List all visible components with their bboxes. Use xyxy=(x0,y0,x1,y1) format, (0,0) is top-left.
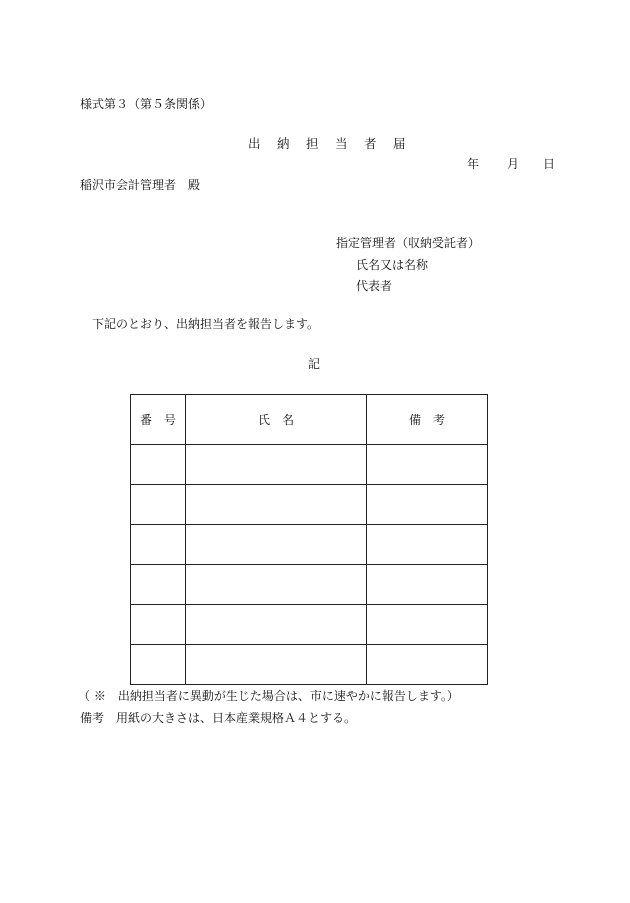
date-line xyxy=(467,157,555,171)
signatory-name-label: 氏名又は名称 xyxy=(356,258,429,272)
signatory-rep-label: 代表者 xyxy=(356,279,393,293)
cell-number[interactable] xyxy=(131,525,186,565)
cell-name[interactable] xyxy=(186,645,367,685)
cell-number[interactable] xyxy=(131,645,186,685)
table-row xyxy=(131,525,488,565)
remark-text: 備考 用紙の大きさは、日本産業規格Ａ４とする。 xyxy=(80,711,357,725)
table-row xyxy=(131,485,488,525)
cell-number[interactable] xyxy=(131,485,186,525)
cell-remarks[interactable] xyxy=(367,565,488,605)
form-number: 様式第３（第５条関係） xyxy=(80,97,213,111)
note-text: （ ※ 出納担当者に異動が生じた場合は、市に速やかに報告します。） xyxy=(78,689,459,703)
header-remarks: 備 考 xyxy=(367,395,488,445)
cell-number[interactable] xyxy=(131,445,186,485)
cell-remarks[interactable] xyxy=(367,605,488,645)
table-row xyxy=(131,605,488,645)
cell-number[interactable] xyxy=(131,565,186,605)
header-number: 番 号 xyxy=(131,395,186,445)
cell-remarks[interactable] xyxy=(367,525,488,565)
cell-number[interactable] xyxy=(131,605,186,645)
cell-name[interactable] xyxy=(186,565,367,605)
cell-name[interactable] xyxy=(186,445,367,485)
header-name: 氏 名 xyxy=(186,395,367,445)
cell-name[interactable] xyxy=(186,605,367,645)
body-text: 下記のとおり、出納担当者を報告します。 xyxy=(92,317,320,331)
table-row xyxy=(131,565,488,605)
signatory-org: 指定管理者（収納受託者） xyxy=(336,236,481,250)
cell-remarks[interactable] xyxy=(367,445,488,485)
date-day: 日 xyxy=(543,157,556,171)
document-title: 出 納 担 当 者 届 xyxy=(248,136,408,151)
cell-remarks[interactable] xyxy=(367,485,488,525)
staff-table xyxy=(130,394,488,685)
cell-name[interactable] xyxy=(186,525,367,565)
addressee: 稲沢市会計管理者 殿 xyxy=(80,178,201,192)
date-year: 年 xyxy=(467,157,480,171)
date-month: 月 xyxy=(507,157,520,171)
table-row xyxy=(131,445,488,485)
table-header-row xyxy=(131,395,488,445)
cell-remarks[interactable] xyxy=(367,645,488,685)
table-row xyxy=(131,645,488,685)
cell-name[interactable] xyxy=(186,485,367,525)
ki-heading: 記 xyxy=(308,357,321,371)
